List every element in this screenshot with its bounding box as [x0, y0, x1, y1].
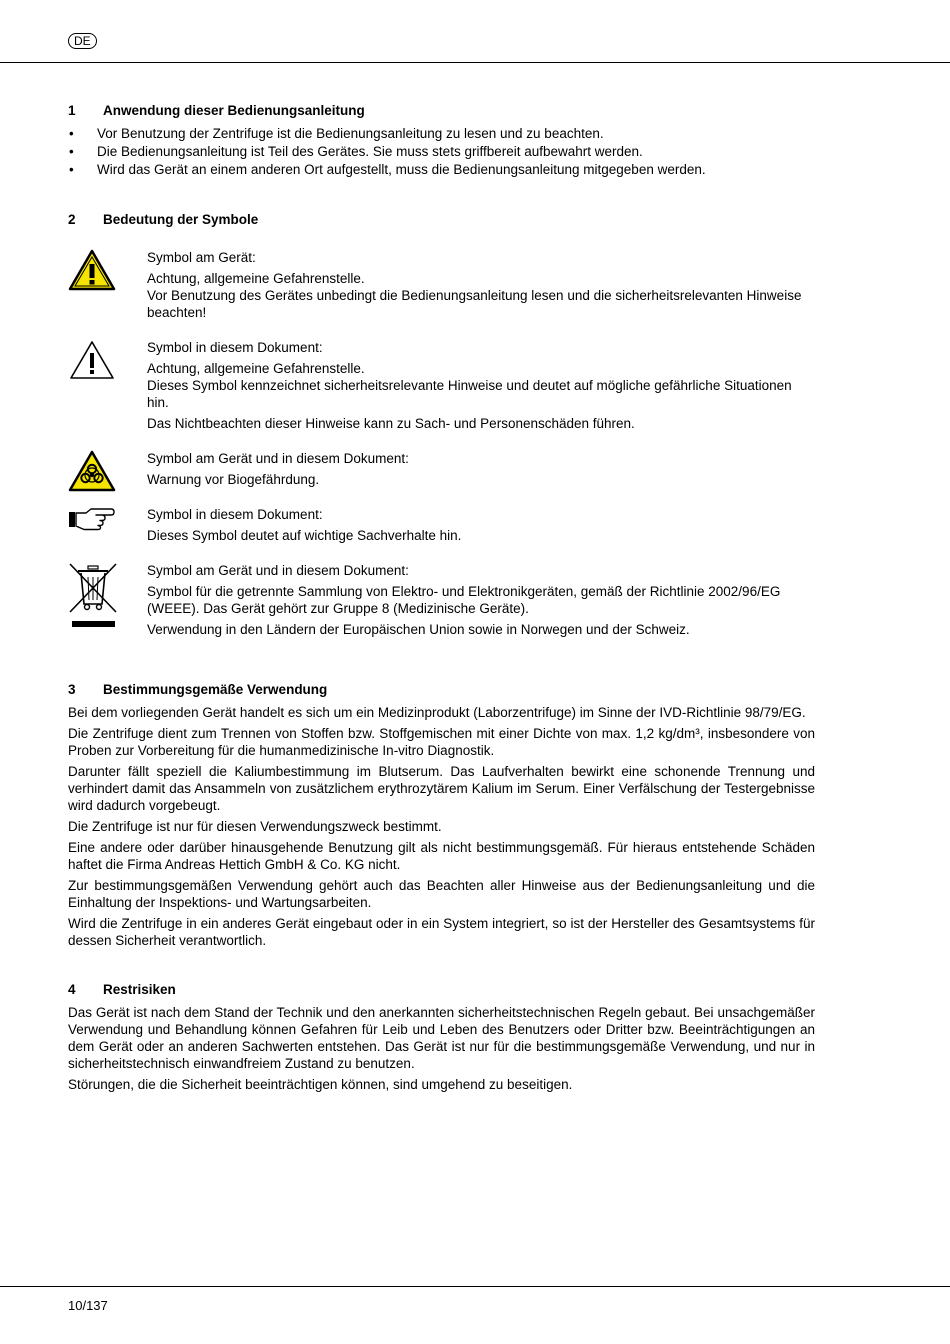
section-title: Bedeutung der Symbole — [103, 212, 259, 227]
body-paragraph: Das Gerät ist nach dem Stand der Technik und den anerkannten sicherheitstechnischen Regeln gebaut. Bei unsachgemäßer Verwendung und Behandlung können Gefahren für Leib und Leben des Benutzers oder Dritter bzw. Beeinträchtigungen an dem Gerät oder an anderen Sachwerten entstehen. Das Gerät ist nur für die bestimmungsgemäße Verwendung, und nur in sicherheitstechnisch einwandfreiem Zustand zu benutzen. — [68, 1005, 815, 1071]
bullet-list — [68, 125, 815, 178]
bullet-icon: • — [69, 126, 74, 141]
body-paragraph: Zur bestimmungsgemäßen Verwendung gehört auch das Beachten aller Hinweise aus der Bedienungsanleitung und die Einhaltung der Inspektions- und Wartungsarbeiten. — [68, 878, 815, 910]
section-3 — [68, 681, 815, 949]
section-1-heading — [68, 102, 815, 119]
page-number: 10/137 — [68, 1298, 108, 1313]
list-item — [68, 125, 815, 142]
symbol-row — [68, 450, 815, 492]
bullet-icon: • — [69, 144, 74, 159]
symbol-description — [147, 249, 815, 325]
section-3-heading — [68, 681, 815, 698]
footer-rule — [0, 1286, 950, 1287]
symbol-paragraph: Verwendung in den Ländern der Europäischen Union sowie in Norwegen und der Schweiz. — [147, 622, 690, 637]
symbol-heading: Symbol am Gerät: — [147, 250, 256, 265]
symbol-paragraph: Warnung vor Biogefährdung. — [147, 472, 320, 487]
body-paragraph: Die Zentrifuge dient zum Trennen von Stoffen bzw. Stoffgemischen mit einer Dichte von max. 1,2 kg/dm³, insbesondere von Proben zur Vorbereitung für die humanmedizinische In-vitro Diagnostik. — [68, 726, 815, 758]
document-content — [68, 102, 815, 1097]
symbol-paragraph: Achtung, allgemeine Gefahrenstelle. Dieses Symbol kennzeichnet sicherheitsrelevante Hinweise und deutet auf mögliche gefährliche Situationen hin. — [147, 361, 792, 410]
weee-crossed-bin-icon — [68, 562, 147, 642]
symbol-heading: Symbol am Gerät und in diesem Dokument: — [147, 563, 409, 578]
header-rule — [0, 62, 950, 63]
section-number: 4 — [68, 982, 76, 997]
list-item-text: Wird das Gerät an einem anderen Ort aufgestellt, muss die Bedienungsanleitung mitgegeben werden. — [97, 162, 706, 177]
body-paragraph: Bei dem vorliegenden Gerät handelt es sich um ein Medizinprodukt (Laborzentrifuge) im Sinne der IVD-Richtlinie 98/79/EG. — [68, 705, 806, 720]
warning-outline-icon — [68, 339, 147, 436]
list-item-text: Die Bedienungsanleitung ist Teil des Gerätes. Sie muss stets griffbereit aufbewahrt werden. — [97, 144, 643, 159]
symbol-paragraph: Das Nichtbeachten dieser Hinweise kann zu Sach- und Personenschäden führen. — [147, 416, 635, 431]
symbol-description — [147, 506, 461, 548]
language-badge: DE — [68, 33, 97, 49]
symbol-paragraph: Symbol für die getrennte Sammlung von Elektro- und Elektronikgeräten, gemäß der Richtlinie 2002/96/EG (WEEE). Das Gerät gehört zur Gruppe 8 (Medizinische Geräte). — [147, 584, 781, 616]
symbol-heading: Symbol am Gerät und in diesem Dokument: — [147, 451, 409, 466]
section-title: Restrisiken — [103, 982, 176, 997]
list-item — [68, 161, 815, 178]
section-number: 3 — [68, 682, 76, 697]
section-2 — [68, 211, 815, 642]
section-2-heading — [68, 211, 815, 228]
body-paragraph: Die Zentrifuge ist nur für diesen Verwendungszweck bestimmt. — [68, 819, 442, 834]
symbol-row — [68, 506, 815, 548]
body-paragraph: Eine andere oder darüber hinausgehende Benutzung gilt als nicht bestimmungsgemäß. Für hieraus entstehende Schäden haftet die Firma Andreas Hettich GmbH & Co. KG nicht. — [68, 840, 815, 872]
symbol-description — [147, 339, 815, 436]
body-paragraph: Wird die Zentrifuge in ein anderes Gerät eingebaut oder in ein System integriert, so ist der Hersteller des Gesamtsystems für dessen Sicherheit verantwortlich. — [68, 916, 815, 948]
symbol-heading: Symbol in diesem Dokument: — [147, 507, 323, 522]
section-1 — [68, 102, 815, 178]
symbol-heading: Symbol in diesem Dokument: — [147, 340, 323, 355]
warning-filled-icon — [68, 249, 147, 325]
bullet-icon: • — [69, 162, 74, 177]
section-4-heading — [68, 981, 815, 998]
section-title: Anwendung dieser Bedienungsanleitung — [103, 103, 365, 118]
symbol-row — [68, 339, 815, 436]
symbol-paragraph: Dieses Symbol deutet auf wichtige Sachverhalte hin. — [147, 528, 462, 543]
body-paragraph: Störungen, die die Sicherheit beeinträchtigen können, sind umgehend zu beseitigen. — [68, 1077, 573, 1092]
section-4 — [68, 981, 815, 1093]
section-title: Bestimmungsgemäße Verwendung — [103, 682, 328, 697]
symbol-paragraph: Achtung, allgemeine Gefahrenstelle. Vor Benutzung des Gerätes unbedingt die Bedienungsanleitung lesen und die sicherheitsrelevanten Hinweise beachten! — [147, 271, 802, 320]
list-item — [68, 143, 815, 160]
biohazard-icon — [68, 450, 147, 492]
symbol-description — [147, 450, 409, 492]
pointing-hand-icon — [68, 506, 147, 548]
symbol-row — [68, 562, 815, 642]
section-number: 1 — [68, 103, 76, 118]
symbol-row — [68, 249, 815, 325]
section-number: 2 — [68, 212, 76, 227]
list-item-text: Vor Benutzung der Zentrifuge ist die Bedienungsanleitung zu lesen und zu beachten. — [97, 126, 604, 141]
symbol-description — [147, 562, 815, 642]
body-paragraph: Darunter fällt speziell die Kaliumbestimmung im Blutserum. Das Laufverhalten bewirkt eine schonende Trennung und verhindert damit das Ansammeln von zusätzlichem erythrozytärem Kalium im Serum. Einer Verfälschung der Testergebnisse wird dadurch vorgebeugt. — [68, 764, 815, 813]
